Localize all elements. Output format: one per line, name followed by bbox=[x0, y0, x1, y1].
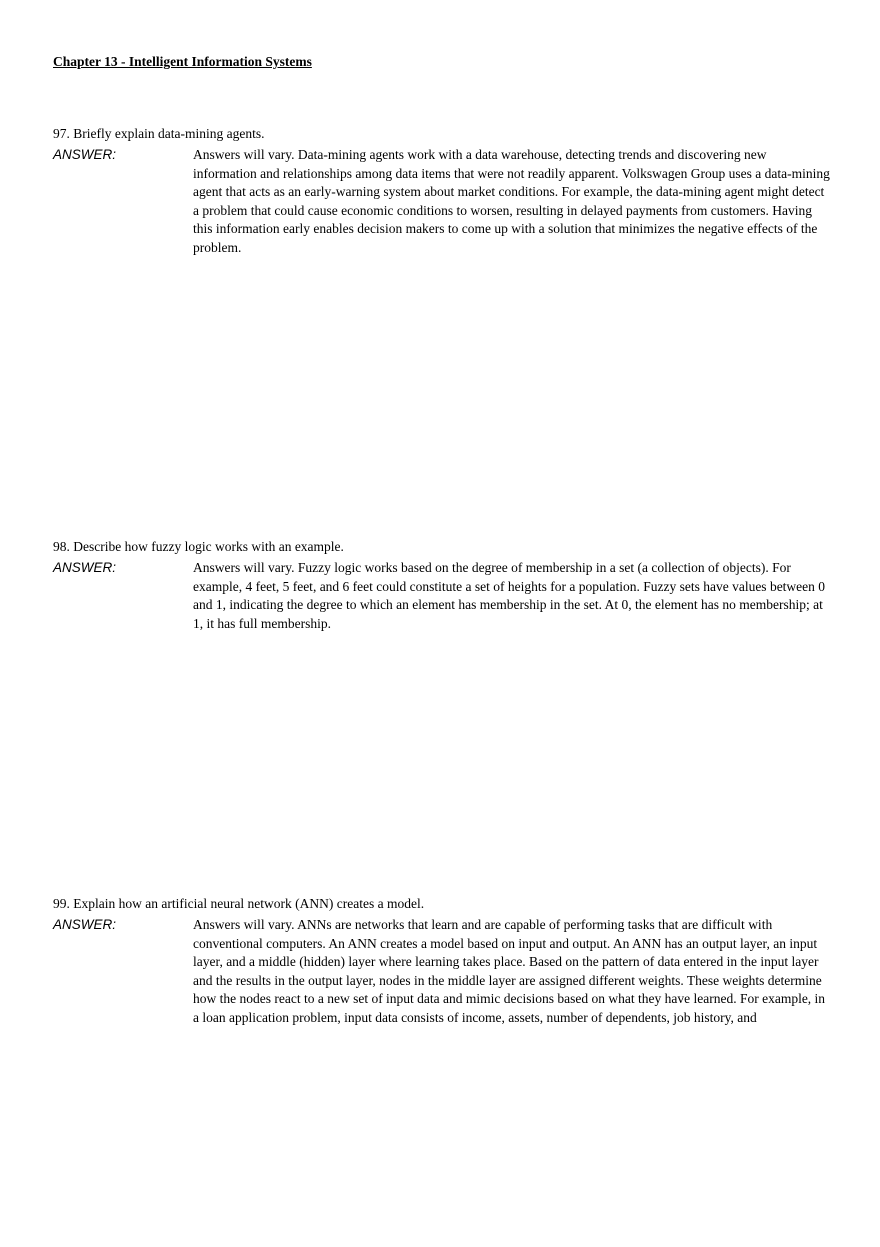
question-block-98 bbox=[53, 538, 830, 633]
question-block-97 bbox=[53, 125, 830, 258]
question-block-99 bbox=[53, 895, 830, 1028]
answer-row-99 bbox=[53, 916, 830, 1028]
answer-label-99: ANSWER: bbox=[53, 916, 117, 932]
answer-label-97: ANSWER: bbox=[53, 146, 117, 162]
answer-text-98: Answers will vary. Fuzzy logic works based on the degree of membership in a set (a collection of objects). For example, 4 feet, 5 feet, and 6 feet could constitute a set of heights for a population. Fuzzy sets have values between 0 and 1, indicating the degree to which an element has membership in the set. At 0, the element has no membership; at 1, it has full membership. bbox=[193, 559, 826, 631]
answer-text-97: Answers will vary. Data-mining agents work with a data warehouse, detecting trends and discovering new information and relationships among data items that were not readily apparent. Volkswagen Group uses a data-mining agent that acts as an early-warning system about market conditions. For example, the data-mining agent might detect a problem that could cause economic conditions to worsen, resulting in delayed payments from customers. Having this information early enables decision makers to come up with a solution that minimizes the negative effects of the problem. bbox=[193, 146, 830, 256]
answer-row-97 bbox=[53, 146, 830, 258]
answer-row-98 bbox=[53, 559, 830, 634]
answer-label-98: ANSWER: bbox=[53, 559, 117, 575]
question-text-97: 97. Briefly explain data-mining agents. bbox=[53, 126, 265, 141]
question-text-99: 99. Explain how an artificial neural network (ANN) creates a model. bbox=[53, 896, 425, 911]
question-text-98: 98. Describe how fuzzy logic works with an example. bbox=[53, 539, 344, 554]
chapter-heading: Chapter 13 - Intelligent Information Systems bbox=[53, 54, 312, 69]
answer-text-99: Answers will vary. ANNs are networks that learn and are capable of performing tasks that are difficult with conventional computers. An ANN creates a model based on input and output. An ANN has an output layer, an input layer, and a middle (hidden) layer where learning takes place. Based on the pattern of data entered in the input layer and the results in the output layer, nodes in the middle layer are assigned different weights. These weights determine how the nodes react to a new set of input data and mimic decisions based on what they have learned. For example, in a loan application problem, input data consists of income, assets, number of dependents, job history, and bbox=[193, 916, 826, 1026]
